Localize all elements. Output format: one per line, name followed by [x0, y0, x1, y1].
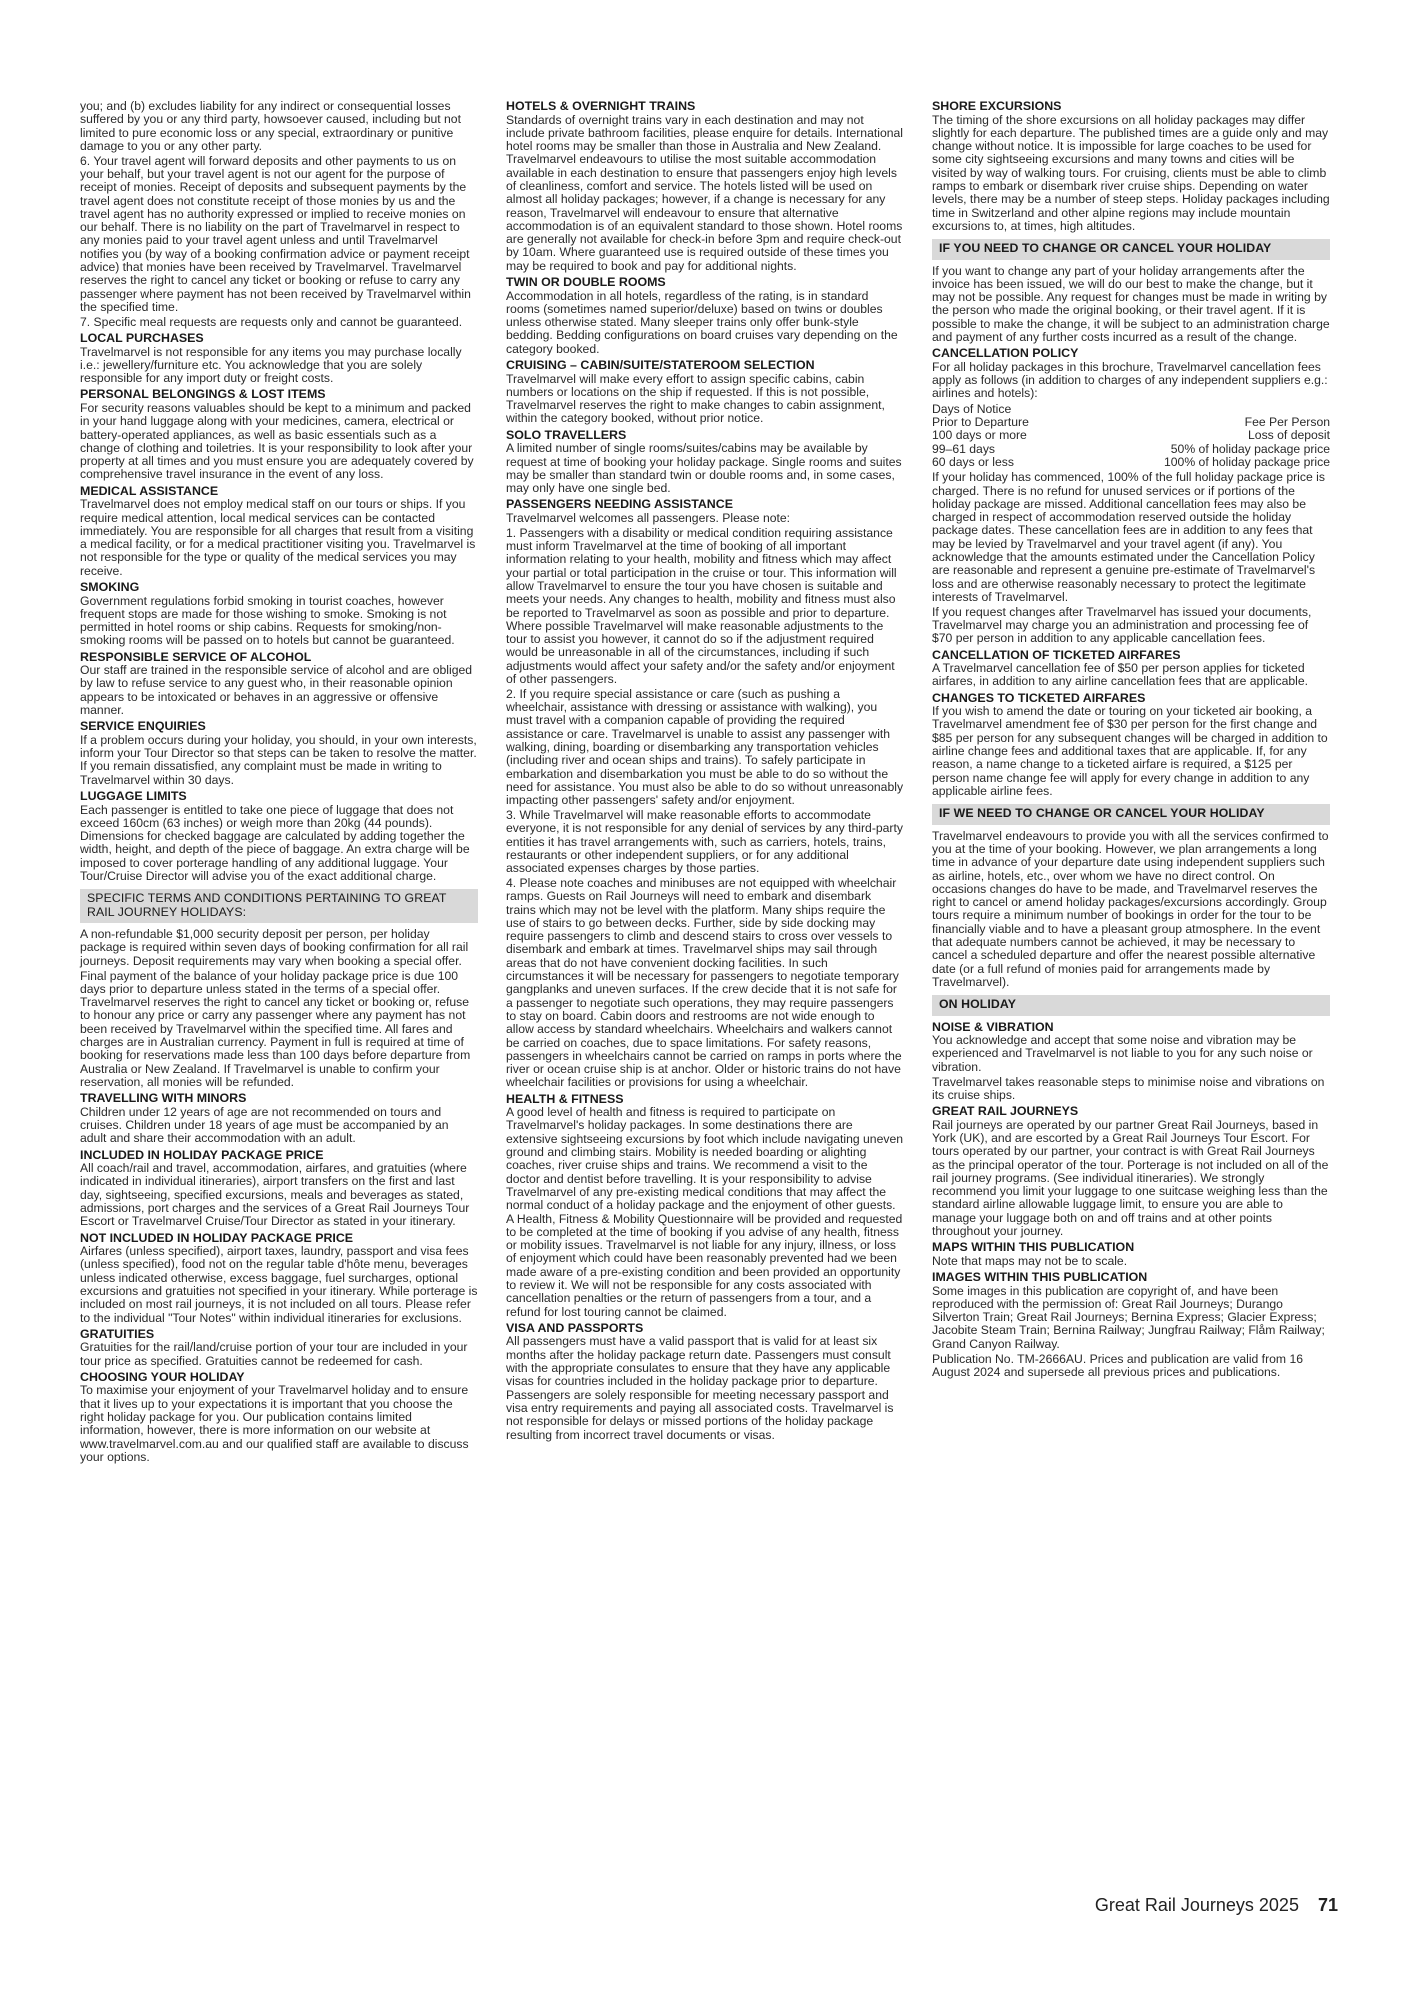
section-heading-noise-vibration: NOISE & VIBRATION — [932, 1019, 1054, 1034]
page-footer — [1095, 1895, 1338, 1916]
body-paragraph: If you wish to amend the date or touring on your ticketed air booking, a Travelmarvel amendment fee of $30 per person for the first change and $85 per person for any subsequent changes will be charged in addition to airline change fees and additional taxes that are applicable. If, for any reason, a name change to a ticketed airfare is required, a $125 per person name change fee will apply for every change in addition to any applicable airline fees. — [932, 704, 1328, 798]
section-heading-cancellation-of-ticketed-airfares: CANCELLATION OF TICKETED AIRFARES — [932, 647, 1181, 662]
body-paragraph: Publication No. TM-2666AU. Prices and publication are valid from 16 August 2024 and supersede all previous prices and publications. — [932, 1351, 1304, 1379]
fees-heading-row — [932, 416, 1330, 429]
section-heading-gratuities: GRATUITIES — [80, 1326, 155, 1341]
section-banner-if-we-need-to-change-or-cancel-your-holi: IF WE NEED TO CHANGE OR CANCEL YOUR HOLIDAY — [932, 804, 1330, 824]
fees-heading-prior: Prior to Departure — [932, 415, 1029, 430]
body-paragraph: If you want to change any part of your holiday arrangements after the invoice has been issued, we will do our best to make the change, but it may not be possible. Any request for changes must be made in writing by the person who made the original booking, or their travel agent. If it is possible to make the change, it will be subject to an administration charge and payment of any further costs incurred as a result of the change. — [932, 263, 1330, 345]
section-heading-choosing-your-holiday: CHOOSING YOUR HOLIDAY — [80, 1369, 245, 1384]
fees-heading-fee: Fee Per Person — [1244, 415, 1330, 430]
body-paragraph: Standards of overnight trains vary in each destination and may not include private bathroom facilities, please enquire for details. International hotel rooms may be smaller than those in Australia and New Zealand. Travelmarvel endeavours to utilise the most suitable accommodation available in each destination to ensure that passengers enjoy high levels of cleanliness, comfort and service. The hotels listed will be used on almost all holiday packages; however, if a change is necessary for any reason, Travelmarvel will endeavour to ensure that alternative accommodation is of an equivalent standard to those shown. Hotel rooms are generally not available for check-in before 3pm and require check-out by 10am. Where guaranteed use is required outside of these times you may be required to book and pay for additional nights. — [506, 112, 903, 273]
fees-row-fee: 100% of holiday package price — [1164, 454, 1330, 469]
body-paragraph: You acknowledge and accept that some noise and vibration may be experienced and Travelmarvel is not liable to you for any such noise or vibration. — [932, 1033, 1313, 1074]
section-heading-service-enquiries: SERVICE ENQUIRIES — [80, 719, 206, 734]
body-paragraph: A Travelmarvel cancellation fee of $50 per person applies for ticketed airfares, in addition to any airline cancellation fees that are applicable. — [932, 661, 1309, 689]
section-banner-specific-terms-and-conditions-pertaining: SPECIFIC TERMS AND CONDITIONS PERTAINING TO GREAT RAIL JOURNEY HOLIDAYS: — [80, 889, 478, 923]
section-heading-personal-belongings-lost-items: PERSONAL BELONGINGS & LOST ITEMS — [80, 387, 326, 402]
body-paragraph: Travelmarvel takes reasonable steps to minimise noise and vibrations on its cruise ships. — [932, 1074, 1325, 1102]
body-paragraph: For security reasons valuables should be kept to a minimum and packed in your hand luggage along with your medicines, camera, electrical or battery-operated appliances, as well as basic essentials such as a change of clothing and toiletries. It is your responsibility to look after your property at all times and you must ensure you are adequately covered by comprehensive travel insurance in the event of any loss. — [80, 400, 474, 482]
fees-row-days: 100 days or more — [932, 428, 1027, 443]
section-heading-visa-and-passports: VISA AND PASSPORTS — [506, 1320, 644, 1335]
body-paragraph: All passengers must have a valid passport that is valid for at least six months after the holiday package return date. Passengers must consult with the appropriate consulates to ensure that they have any applicable visas for countries included in the holiday package prior to departure. Passengers are solely responsible for meeting necessary passport and visa entry requirements and paying all associated costs. Travelmarvel is not responsible for delays or missed portions of the holiday package resulting from incorrect travel documents or visas. — [506, 1334, 894, 1442]
body-paragraph: Travelmarvel is not responsible for any items you may purchase locally i.e.: jewellery/furniture etc. You acknowledge that you are solely responsible for any import duty or freight costs. — [80, 344, 462, 386]
section-heading-included-in-holiday-package-price: INCLUDED IN HOLIDAY PACKAGE PRICE — [80, 1147, 324, 1162]
body-paragraph: Rail journeys are operated by our partner Great Rail Journeys, based in York (UK), and are escorted by a Great Rail Journeys Tour Escort. For tours operated by our partner, your contract is with Great Rail Journeys as the principal operator of the tour. Porterage is not included on all of the rail journey programs. (See individual itineraries). We strongly recommend you limit your luggage to one suitcase weighing less than the standard airline allowable luggage limit, to ensure you are able to manage your luggage both on and off trains and at other points throughout your journey. — [932, 1117, 1329, 1238]
body-paragraph: Note that maps may not be to scale. — [932, 1253, 1128, 1268]
body-paragraph: Travelmarvel does not employ medical staff on our tours or ships. If you require medical attention, local medical services can be contacted immediately. You are responsible for all charges that result from a visiting a medical facility, or for a medical practitioner visiting you. Travelmarvel is not responsible for the type or quality of the medical services you may receive. — [80, 497, 476, 578]
section-heading-medical-assistance: MEDICAL ASSISTANCE — [80, 483, 219, 498]
section-heading-responsible-service-of-alcohol: RESPONSIBLE SERVICE OF ALCOHOL — [80, 649, 312, 664]
section-heading-smoking: SMOKING — [80, 580, 140, 594]
body-paragraph: Each passenger is entitled to take one piece of luggage that does not exceed 160cm (63 inches) or weigh more than 20kg (44 pounds). Dimensions for checked baggage are calculated by adding together the width, height, and depth of the piece of baggage. An extra charge will be imposed to cover porterage handling of any additional luggage. Your Tour/Cruise Director will advise you of the exact additional charge. — [80, 802, 470, 884]
cancellation-fees-table — [932, 403, 1330, 469]
fees-heading-days: Days of Notice — [932, 401, 1012, 416]
fees-row-fee: Loss of deposit — [1248, 428, 1330, 443]
section-heading-luggage-limits: LUGGAGE LIMITS — [80, 789, 187, 804]
body-paragraph: Our staff are trained in the responsible service of alcohol and are obliged by law to refuse service to any guest who, in their reasonable opinion appears to be intoxicated or behaves in an aggressive or offensive manner. — [80, 663, 473, 718]
section-heading-travelling-with-minors: TRAVELLING WITH MINORS — [80, 1091, 247, 1106]
body-paragraph: Travelmarvel will make every effort to assign specific cabins, cabin numbers or locations on the ship if requested. If this is not possible, Travelmarvel reserves the right to make changes to cabin assignment, within the category booked, without prior notice. — [506, 371, 885, 426]
body-paragraph: Travelmarvel endeavours to provide you with all the services confirmed to you at the time of your booking. However, we plan arrangements a long time in advance of your departure date using independent suppliers such as airline, hotels, etc., over whom we have no direct control. On occasions changes do have to be made, and Travelmarvel reserves the right to cancel or amend holiday packages/excursions accordingly. Group tours require a minimum number of bookings in order for the tour to be financially viable and to have a pleasant group atmosphere. In the event that adequate numbers cannot be achieved, it may be necessary to cancel a scheduled departure and offer the nearest possible alternative date (or a full refund of monies paid for arrangements made by Travelmarvel). — [932, 828, 1329, 989]
body-paragraph: Government regulations forbid smoking in tourist coaches, however frequent stops are made for those wishing to smoke. Smoking is not permitted in hotel rooms or ship cabins. Requests for smoking/non-smoking rooms will be passed on to hotels but cannot be guaranteed. — [80, 593, 455, 648]
body-paragraph: A non-refundable $1,000 security deposit per person, per holiday package is required within seven days of booking confirmation for all rail journeys. Deposit requirements may vary when booking a special offer. — [80, 927, 469, 968]
fees-row-days: 99–61 days — [932, 441, 996, 456]
body-paragraph: All coach/rail and travel, accommodation, airfares, and gratuities (where indicated in individual itineraries), airport transfers on the first and last day, sightseeing, specified excursions, meals and beverages as stated, admissions, port charges and the services of a Great Rail Journeys Tour Escort or Travelmarvel Cruise/Tour Director as stated in your itinerary. — [80, 1161, 470, 1229]
section-banner-if-you-need-to-change-or-cancel-your-hol: IF YOU NEED TO CHANGE OR CANCEL YOUR HOLIDAY — [932, 239, 1330, 259]
section-heading-cruising-cabin-suite-stateroom-selection: CRUISING – CABIN/SUITE/STATEROOM SELECTION — [506, 358, 815, 373]
section-heading-not-included-in-holiday-package-price: NOT INCLUDED IN HOLIDAY PACKAGE PRICE — [80, 1230, 354, 1245]
body-paragraph: Children under 12 years of age are not recommended on tours and cruises. Children under 18 years of age must be accompanied by an adult and share their accommodation with an adult. — [80, 1104, 449, 1146]
body-paragraph: Travelmarvel welcomes all passengers. Please note: — [506, 510, 791, 525]
section-heading-shore-excursions: SHORE EXCURSIONS — [932, 99, 1062, 113]
fees-row — [932, 443, 1330, 456]
column-right — [932, 100, 1330, 1381]
body-paragraph: A good level of health and fitness is required to participate on Travelmarvel's holiday packages. In some destinations there are extensive sightseeing excursions by foot which include navigating uneven ground and climbing stairs. Mobility is needed boarding or alighting coaches, river cruise ships and trains. We recommend a visit to the doctor and dentist before travelling. It is your responsibility to advise Travelmarvel of any pre-existing medical conditions that may affect the normal conduct of a holiday package and the enjoyment of other guests. A Health, Fitness & Mobility Questionnaire will be provided and requested to be completed at the time of booking if you advise of any health, fitness or mobility issues. Travelmarvel is not liable for any injury, illness, or loss of enjoyment which could have been reasonably prevented had we been made aware of a pre-existing condition and been provided an opportunity to review it. We will not be responsible for any costs associated with cancellation penalties or the return of passengers from a tour, and a refund for lost touring cannot be claimed. — [506, 1105, 904, 1319]
publication-title: Great Rail Journeys 2025 — [1094, 1895, 1299, 1915]
column-middle — [506, 100, 904, 1443]
column-left — [80, 100, 478, 1466]
section-heading-cancellation-policy: CANCELLATION POLICY — [932, 346, 1079, 361]
body-paragraph: Airfares (unless specified), airport taxes, laundry, passport and visa fees (unless specified), food not on the regular table d'hôte menu, beverages unless indicated otherwise, excess baggage, fuel surcharges, optional excursions and gratuities not specified in your itinerary. While porterage is included on most rail journeys, it is not included on all tours. Please refer to the individual "Tour Notes" within individual itineraries for exclusions. — [80, 1244, 478, 1325]
body-paragraph: you; and (b) excludes liability for any indirect or consequential losses suffered by you or any third party, howsoever caused, including but not limited to pure economic loss or any special, extraordinary or punitive damage to you or any other party. — [80, 99, 461, 153]
section-heading-maps-within-this-publication: MAPS WITHIN THIS PUBLICATION — [932, 1240, 1135, 1255]
body-paragraph: 3. While Travelmarvel will make reasonable efforts to accommodate everyone, it is not responsible for any denial of services by any third-party entities it has travel arrangements with, such as carriers, hotels, trains, restaurants or other independent suppliers, or for any additional associated expenses charges by those parties. — [506, 807, 903, 876]
fees-row — [932, 456, 1330, 469]
terms-page — [80, 100, 1340, 1890]
section-heading-changes-to-ticketed-airfares: CHANGES TO TICKETED AIRFARES — [932, 690, 1146, 705]
body-paragraph: For all holiday packages in this brochure, Travelmarvel cancellation fees apply as follows (in addition to charges of any independent suppliers e.g.: airlines and hotels): — [932, 359, 1328, 401]
section-heading-solo-travellers: SOLO TRAVELLERS — [506, 427, 627, 442]
section-heading-local-purchases: LOCAL PURCHASES — [80, 331, 204, 346]
body-paragraph: The timing of the shore excursions on all holiday packages may differ slightly for each departure. The published times are a guide only and may change without notice. It is impossible for large coaches to be used for some city sightseeing excursions and many towns and cities will be visited by way of walking tours. For cruising, clients must be able to climb ramps to embark or disembark river cruise ships. Depending on water levels, there may be a number of steep steps. Holiday packages including time in Switzerland and other alpine regions may include mountain excursions to, at times, high altitudes. — [932, 112, 1330, 233]
body-paragraph: A limited number of single rooms/suites/cabins may be available by request at time of booking your holiday package. Single rooms and suites may be smaller than standard twin or double rooms and, in some cases, may only have one single bed. — [506, 441, 902, 496]
body-paragraph: If a problem occurs during your holiday, you should, in your own interests, inform your Tour Director so that steps can be taken to resolve the matter. If you remain dissatisfied, any complaint must be made in writing to Travelmarvel within 30 days. — [80, 732, 477, 787]
body-paragraph: 6. Your travel agent will forward deposits and other payments to us on your behalf, but your travel agent is not our agent for the purpose of receipt of monies. Receipt of deposits and subsequent payments by the travel agent does not constitute receipt of those monies by us and the travel agent has no authority expressed or implied to receive monies on our behalf. There is no liability on the part of Travelmarvel in respect to any monies paid to your travel agent unless and until Travelmarvel notifies you (by way of a booking confirmation advice or payment receipt advice) that monies have been received by Travelmarvel. Travelmarvel reserves the right to cancel any ticket or booking or refuse to carry any passenger where payment has not been received by Travelmarvel within the specified time. — [80, 153, 471, 314]
section-heading-images-within-this-publication: IMAGES WITHIN THIS PUBLICATION — [932, 1270, 1148, 1285]
body-paragraph: If your holiday has commenced, 100% of the full holiday package price is charged. There is no refund for unused services or if portions of the holiday package are missed. Additional cancellation fees may also be charged in respect of accommodation reserved outside the holiday package dates. These cancellation fees are in addition to any fees that may be levied by Travelmarvel and your travel agent (if any). You acknowledge that the amounts estimated under the Cancellation Policy are reasonable and represent a genuine pre-estimate of Travelmarvel's loss and are otherwise reasonably necessary to protect the legitimate interests of Travelmarvel. — [932, 470, 1325, 604]
section-heading-hotels-overnight-trains: HOTELS & OVERNIGHT TRAINS — [506, 99, 696, 113]
section-heading-twin-or-double-rooms: TWIN OR DOUBLE ROOMS — [506, 275, 666, 290]
body-paragraph: Final payment of the balance of your holiday package price is due 100 days prior to departure unless stated in the terms of a special offer. Travelmarvel reserves the right to cancel any ticket or booking or, refuse to honour any price or carry any passenger where any payment has not been received by Travelmarvel within the specified time. All fares and charges are in Australian currency. Payment in full is required at time of booking for reservations made less than 100 days before departure from Australia or New Zealand. If Travelmarvel is unable to confirm your reservation, all monies will be refunded. — [80, 968, 471, 1089]
section-heading-health-fitness: HEALTH & FITNESS — [506, 1091, 624, 1106]
body-paragraph: Accommodation in all hotels, regardless of the rating, is in standard rooms (sometimes named superior/deluxe) based on twins or doubles unless otherwise stated. Many sleeper trains only offer bunk-style bedding. Bedding configurations on board cruises vary depending on the category booked. — [506, 288, 898, 356]
body-paragraph: 4. Please note coaches and minibuses are not equipped with wheelchair ramps. Guests on Rail Journeys will need to embark and disembark trains which may not be level with the platform. Many ships require the use of stairs to go between decks. Further, side by side docking may require passengers to climb and descend stairs to cross over vessels to disembark and embark at times. Travelmarvel ships may sail through areas that do not have convenient docking facilities. In such circumstances it will be necessary for passengers to negotiate temporary gangplanks and uneven surfaces. If the crew decide that it is not safe for a passenger to negotiate such operations, they may require passengers to stay on board. Cabin doors and restrooms are not wide enough to allow access by standard wheelchairs. Wheelchairs and walkers cannot be carried on coaches, due to space limitations. For safety reasons, passengers in wheelchairs cannot be carried on ramps in ports where the river or ocean cruise ship is at anchor. Older or historic trains do not have wheelchair facilities or provisions for using a wheelchair. — [506, 875, 902, 1090]
section-heading-passengers-needing-assistance: PASSENGERS NEEDING ASSISTANCE — [506, 497, 733, 512]
section-heading-great-rail-journeys: GREAT RAIL JOURNEYS — [932, 1104, 1079, 1119]
fees-row-fee: 50% of holiday package price — [1170, 441, 1330, 456]
section-banner-on-holiday: ON HOLIDAY — [932, 995, 1330, 1015]
fees-row — [932, 429, 1330, 442]
fees-row-days: 60 days or less — [932, 454, 1014, 469]
body-paragraph: To maximise your enjoyment of your Travelmarvel holiday and to ensure that it lives up to your expectations it is important that you choose the right holiday package for you. Our publication contains limited information, however, there is more information on our website at www.travelmarvel.com.au and our qualified staff are available to discuss your options. — [80, 1383, 469, 1464]
body-paragraph: If you request changes after Travelmarvel has issued your documents, Travelmarvel may charge you an administration and processing fee of $70 per person in addition to any applicable cancellation fees. — [932, 604, 1312, 646]
body-paragraph: 1. Passengers with a disability or medical condition requiring assistance must inform Travelmarvel at the time of booking of all important information relating to your health, mobility and fitness which may affect your partial or total participation in the cruise or tour. This information will allow Travelmarvel to ensure the tour you have chosen is suitable and meets your needs. Any changes to health, mobility and fitness must also be reported to Travelmarvel as soon as possible and prior to departure. Where possible Travelmarvel will make reasonable adjustments to the tour to assist you however, it cannot do so if the adjustment required would be unreasonable in all of the circumstances, including if such adjustments would affect your safety and/or the safety and/or enjoyment of other passengers. — [506, 525, 897, 686]
page-number: 71 — [1317, 1895, 1338, 1915]
body-paragraph: Some images in this publication are copyright of, and have been reproduced with the permission of: Great Rail Journeys; Durango Silverton Train; Great Rail Journeys; Bernina Express; Glacier Express; Jacobite Steam Train; Bernina Railway; Jungfrau Railway; Flåm Railway; Grand Canyon Railway. — [932, 1283, 1325, 1351]
body-paragraph: 7. Specific meal requests are requests only and cannot be guaranteed. — [80, 314, 463, 329]
body-paragraph: 2. If you require special assistance or care (such as pushing a wheelchair, assistance with dressing or assistance with walking), you must travel with a companion capable of providing the required assistance or care. Travelmarvel is unable to assist any passenger with walking, dining, boarding or disembarking any transportation vehicles (including river and ocean ships and trains). To safely participate in embarkation and disembarkation you must be able to do so without the need for assistance. You must also be able to do so without unreasonably impacting other passengers' safety and/or enjoyment. — [506, 686, 904, 808]
body-paragraph: Gratuities for the rail/land/cruise portion of your tour are included in your tour price as specified. Gratuities cannot be redeemed for cash. — [80, 1340, 468, 1368]
